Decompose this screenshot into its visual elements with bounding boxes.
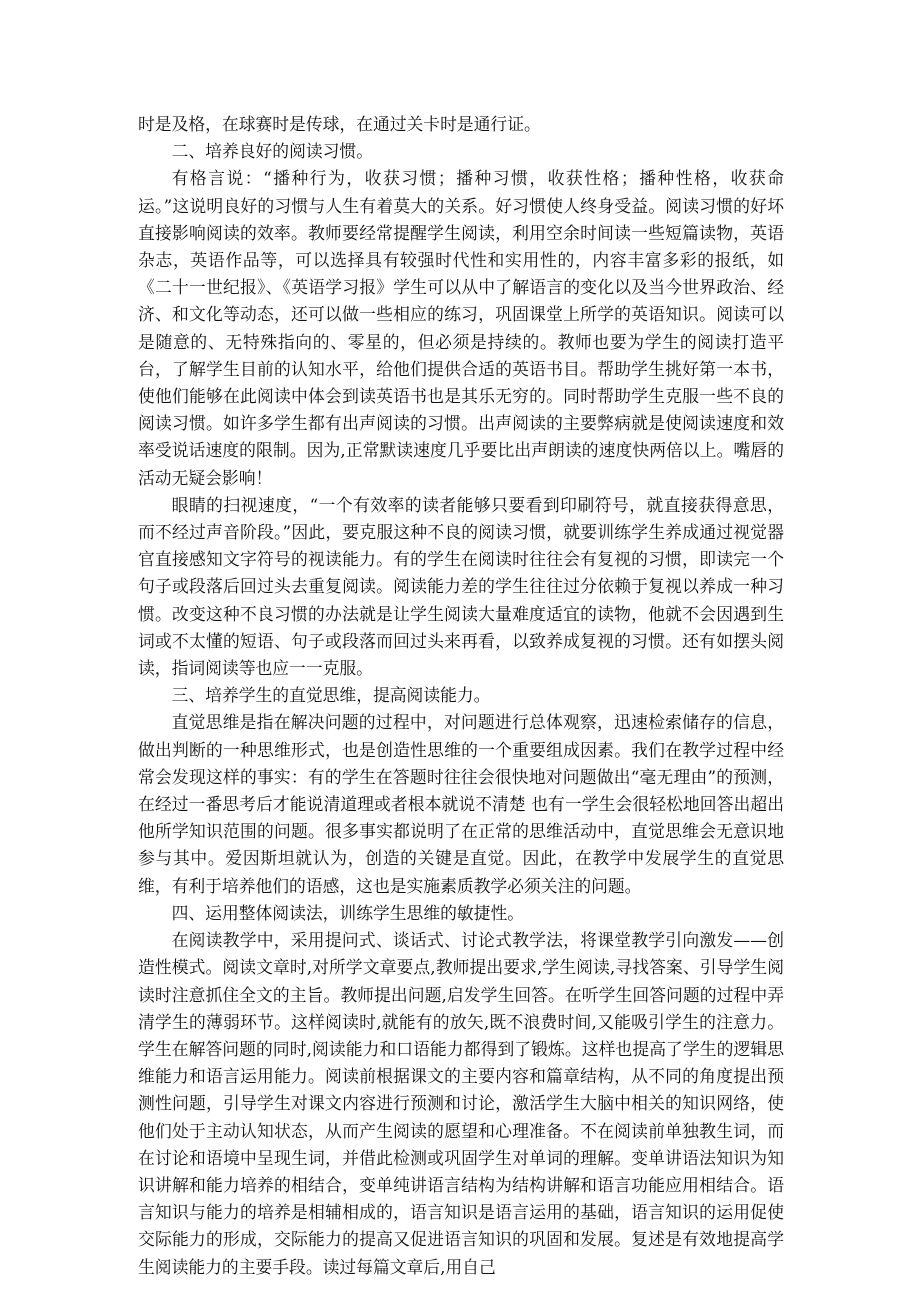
section-heading-holistic-reading: 四、运用整体阅读法，训练学生思维的敏捷性。 <box>171 902 525 923</box>
paragraph-eye-scanning: 眼睛的扫视速度，“一个有效率的读者能够只要看到印刷符号，就直接获得意思，而不经过声音阶段。”因此，要克服这种不良的阅读习惯，就要训练学生养成通过视觉器官直接感知文字符号的视读能力。有的学生在阅读时往往会有复视的习惯，即读完一个句子或段落后回过头去重复阅读。阅读能力差的学生往往过分依赖于复视以养成一种习惯。改变这种不良习惯的办法就是让学生阅读大量难度适宜的读物，他就不会因遇到生词或不太懂的短语、句子或段落而回过头来再看，以致养成复视的习惯。还有如摆头阅读，指词阅读等也应一一克服。 <box>138 494 784 679</box>
paragraph-holistic-reading: 在阅读教学中，采用提问式、谈话式、讨论式教学法，将课堂教学引向激发——创造性模式。阅读文章时,对所学文章要点,教师提出要求,学生阅读,寻找答案、引导学生阅读时注意抓住全文的主旨。教师提出问题,启发学生回答。在听学生回答问题的过程中弄清学生的薄弱环节。这样阅读时,就能有的放矢,既不浪费时间,又能吸引学生的注意力。学生在解答问题的同时,阅读能力和口语能力都得到了锻炼。这样也提高了学生的逻辑思维能力和语言运用能力。阅读前根据课文的主要内容和篇章结构，从不同的角度提出预测性问题，引导学生对课文内容进行预测和讨论，激活学生大脑中相关的知识网络，使他们处于主动认知状态，从而产生阅读的愿望和心理准备。不在阅读前单独教生词，而在讨论和语境中呈现生词，并借此检测或巩固学生对单词的理解。变单讲语法知识为知识讲解和能力培养的相结合，变单纯讲语言结构为结构讲解和语言功能应用相结合。语言知识与能力的培养是相辅相成的，语言知识是语言运用的基础，语言知识的运用促使交际能力的形成，交际能力的提高又促进语言知识的巩固和发展。复述是有效地提高学生阅读能力的主要手段。读过每篇文章后,用自己 <box>138 930 784 1277</box>
paragraph-continuation: 时是及格，在球赛时是传球，在通过关卡时是通行证。 <box>138 114 541 134</box>
section-heading-intuitive-thinking: 三、培养学生的直觉思维，提高阅读能力。 <box>171 685 491 706</box>
paragraph-habit-motto: 有格言说：“播种行为，收获习惯；播种习惯，收获性格；播种性格，收获命运。”这说明良好的习惯与人生有着莫大的关系。好习惯使人终身受益。阅读习惯的好坏直接影响阅读的效率。教师要经常提醒学生阅读，利用空余时间读一些短篇读物，英语杂志，英语作品等，可以选择具有较强时代性和实用性的，内容丰富多彩的报纸，如《二十一世纪报》、《英语学习报》学生可以从中了解语言的变化以及当今世界政治、经济、和文化等动态，还可以做一些相应的练习，巩固课堂上所学的英语知识。阅读可以是随意的、无特殊指向的、零星的，但必须是持续的。教师也要为学生的阅读打造平台，了解学生目前的认知水平，给他们提供合适的英语书目。帮助学生挑好第一本书，使他们能够在此阅读中体会到读英语书也是其乐无穷的。同时帮助学生克服一些不良的阅读习惯。如许多学生都有出声阅读的习惯。出声阅读的主要弊病就是使阅读速度和效率受说话速度的限制。因为,正常默读速度几乎要比出声朗读的速度快两倍以上。嘴唇的活动无疑会影响！ <box>138 168 784 488</box>
section-heading-reading-habits: 二、培养良好的阅读习惯。 <box>171 141 373 162</box>
document-page <box>138 111 784 1281</box>
paragraph-intuitive-thinking: 直觉思维是指在解决问题的过程中，对问题进行总体观察，迅速检索储存的信息，做出判断的一种思维形式，也是创造性思维的一个重要组成因素。我们在教学过程中经常会发现这样的事实：有的学生在答题时往往会很快地对问题做出“毫无理由”的预测，在经过一番思考后才能说清道理或者根本就说不清楚 也有一学生会很轻松地回答出超出他所学知识范围的问题。很多事实都说明了在正常的思维活动中，直觉思维会无意识地参与其中。爱因斯坦就认为，创造的关键是直觉。因此，在教学中发展学生的直觉思维，有利于培养他们的语感，这也是实施素质教学必须关注的问题。 <box>138 712 784 896</box>
